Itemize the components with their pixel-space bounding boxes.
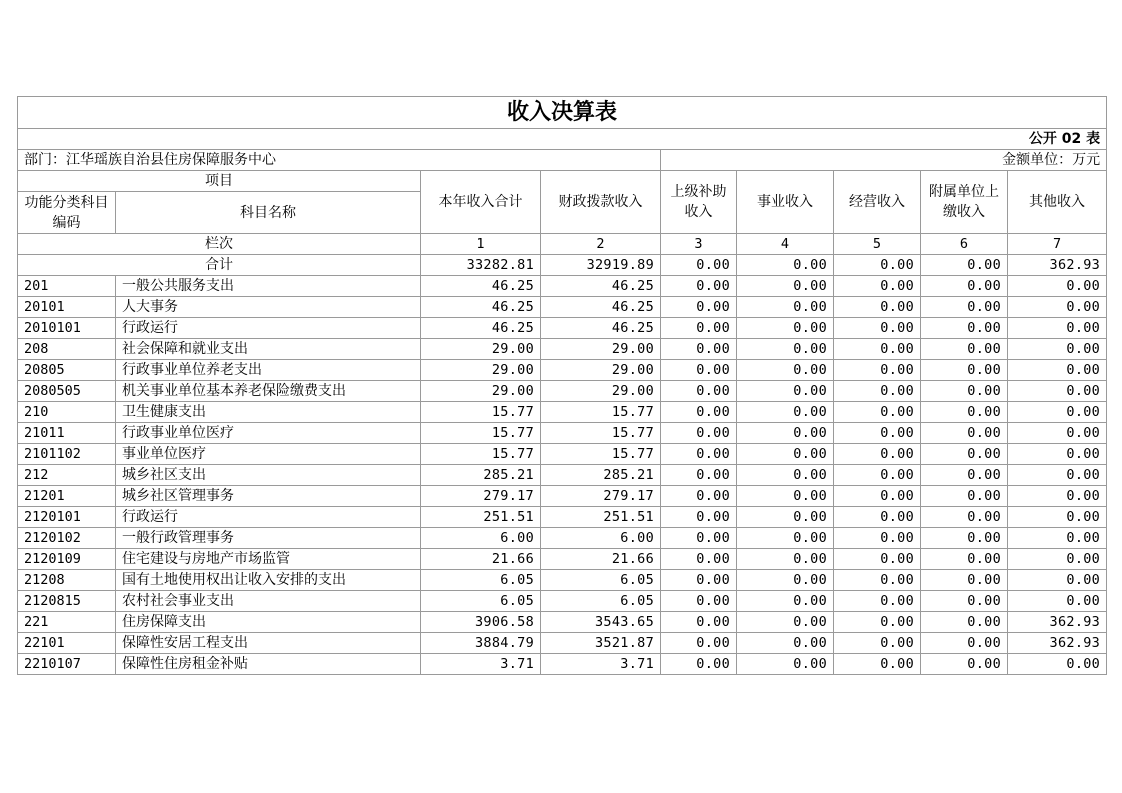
amount-cell: 0.00	[921, 528, 1008, 549]
column-number: 1	[421, 234, 541, 255]
other-income-header: 其他收入	[1008, 171, 1107, 234]
amount-cell: 6.00	[421, 528, 541, 549]
amount-cell: 0.00	[737, 654, 834, 675]
subject-code: 21011	[18, 423, 116, 444]
amount-cell: 0.00	[661, 549, 737, 570]
amount-cell: 0.00	[1008, 465, 1107, 486]
amount-cell: 279.17	[541, 486, 661, 507]
item-header: 项目	[18, 171, 421, 192]
amount-cell: 0.00	[921, 444, 1008, 465]
table-row	[18, 633, 1107, 654]
subject-name: 城乡社区管理事务	[116, 486, 421, 507]
amount-cell: 0.00	[661, 318, 737, 339]
subject-code: 2120815	[18, 591, 116, 612]
amount-cell: 46.25	[421, 297, 541, 318]
subject-code: 2120102	[18, 528, 116, 549]
sum-value: 0.00	[921, 255, 1008, 276]
amount-cell: 0.00	[661, 276, 737, 297]
amount-cell: 0.00	[661, 297, 737, 318]
amount-cell: 29.00	[421, 360, 541, 381]
table-row	[18, 465, 1107, 486]
amount-cell: 251.51	[421, 507, 541, 528]
amount-cell: 29.00	[421, 339, 541, 360]
subject-code: 21201	[18, 486, 116, 507]
amount-cell: 0.00	[921, 570, 1008, 591]
table-row	[18, 444, 1107, 465]
sum-value: 362.93	[1008, 255, 1107, 276]
sum-value: 33282.81	[421, 255, 541, 276]
column-number: 7	[1008, 234, 1107, 255]
amount-cell: 3521.87	[541, 633, 661, 654]
sum-value: 0.00	[834, 255, 921, 276]
table-row	[18, 318, 1107, 339]
amount-cell: 0.00	[737, 318, 834, 339]
amount-cell: 0.00	[1008, 339, 1107, 360]
amount-cell: 0.00	[737, 339, 834, 360]
amount-cell: 0.00	[834, 276, 921, 297]
amount-cell: 0.00	[921, 423, 1008, 444]
subject-code: 2210107	[18, 654, 116, 675]
subject-name: 行政运行	[116, 507, 421, 528]
amount-cell: 0.00	[921, 465, 1008, 486]
amount-cell: 46.25	[541, 297, 661, 318]
amount-cell: 3.71	[421, 654, 541, 675]
subject-name: 农村社会事业支出	[116, 591, 421, 612]
subject-name: 行政运行	[116, 318, 421, 339]
amount-cell: 15.77	[421, 402, 541, 423]
amount-cell: 0.00	[921, 654, 1008, 675]
amount-cell: 29.00	[421, 381, 541, 402]
amount-cell: 0.00	[834, 444, 921, 465]
amount-cell: 0.00	[1008, 297, 1107, 318]
amount-cell: 0.00	[834, 507, 921, 528]
amount-cell: 0.00	[661, 528, 737, 549]
subject-code: 21208	[18, 570, 116, 591]
amount-cell: 6.05	[421, 591, 541, 612]
amount-cell: 0.00	[661, 486, 737, 507]
amount-cell: 0.00	[737, 360, 834, 381]
amount-cell: 0.00	[921, 339, 1008, 360]
subject-code: 208	[18, 339, 116, 360]
subject-name: 机关事业单位基本养老保险缴费支出	[116, 381, 421, 402]
amount-cell: 0.00	[661, 654, 737, 675]
amount-cell: 0.00	[834, 633, 921, 654]
amount-cell: 0.00	[661, 381, 737, 402]
form-number: 公开 02 表	[18, 129, 1107, 150]
column-number: 2	[541, 234, 661, 255]
amount-cell: 0.00	[1008, 360, 1107, 381]
amount-cell: 0.00	[661, 465, 737, 486]
sum-value: 0.00	[661, 255, 737, 276]
subject-code: 201	[18, 276, 116, 297]
column-number: 3	[661, 234, 737, 255]
table-row	[18, 612, 1107, 633]
table-row	[18, 654, 1107, 675]
amount-cell: 15.77	[541, 423, 661, 444]
amount-cell: 0.00	[834, 381, 921, 402]
subject-name: 国有土地使用权出让收入安排的支出	[116, 570, 421, 591]
amount-cell: 46.25	[421, 276, 541, 297]
subject-name: 保障性住房租金补贴	[116, 654, 421, 675]
subject-code: 22101	[18, 633, 116, 654]
amount-cell: 0.00	[921, 633, 1008, 654]
amount-cell: 0.00	[1008, 507, 1107, 528]
subject-name: 一般行政管理事务	[116, 528, 421, 549]
amount-cell: 0.00	[737, 570, 834, 591]
amount-cell: 0.00	[1008, 276, 1107, 297]
column-number: 5	[834, 234, 921, 255]
amount-cell: 0.00	[661, 339, 737, 360]
subject-name: 行政事业单位医疗	[116, 423, 421, 444]
amount-cell: 0.00	[1008, 423, 1107, 444]
amount-cell: 3884.79	[421, 633, 541, 654]
amount-cell: 0.00	[1008, 654, 1107, 675]
amount-cell: 0.00	[661, 444, 737, 465]
amount-cell: 15.77	[541, 402, 661, 423]
subject-name: 行政事业单位养老支出	[116, 360, 421, 381]
amount-cell: 285.21	[421, 465, 541, 486]
amount-cell: 15.77	[541, 444, 661, 465]
subject-code: 20101	[18, 297, 116, 318]
subject-code: 2080505	[18, 381, 116, 402]
amount-cell: 21.66	[541, 549, 661, 570]
amount-cell: 0.00	[921, 276, 1008, 297]
amount-cell: 0.00	[834, 297, 921, 318]
column-number: 6	[921, 234, 1008, 255]
department-label: 部门：江华瑶族自治县住房保障服务中心	[18, 150, 661, 171]
amount-cell: 0.00	[737, 423, 834, 444]
table-row	[18, 276, 1107, 297]
column-number: 4	[737, 234, 834, 255]
amount-cell: 279.17	[421, 486, 541, 507]
amount-cell: 0.00	[834, 654, 921, 675]
affiliated-income-header: 附属单位上缴收入	[921, 171, 1008, 234]
amount-cell: 0.00	[921, 381, 1008, 402]
subject-name: 保障性安居工程支出	[116, 633, 421, 654]
subject-code: 20805	[18, 360, 116, 381]
amount-cell: 0.00	[834, 549, 921, 570]
amount-cell: 21.66	[421, 549, 541, 570]
amount-cell: 0.00	[661, 423, 737, 444]
amount-cell: 0.00	[737, 402, 834, 423]
amount-cell: 0.00	[834, 486, 921, 507]
amount-cell: 46.25	[541, 276, 661, 297]
business-income-header: 事业收入	[737, 171, 834, 234]
amount-cell: 0.00	[1008, 486, 1107, 507]
amount-cell: 0.00	[1008, 402, 1107, 423]
table-row	[18, 549, 1107, 570]
amount-cell: 362.93	[1008, 633, 1107, 654]
report-sheet	[17, 96, 1106, 675]
amount-cell: 0.00	[661, 402, 737, 423]
subject-name: 人大事务	[116, 297, 421, 318]
page-title: 收入决算表	[18, 97, 1107, 129]
amount-cell: 0.00	[737, 507, 834, 528]
table-row	[18, 528, 1107, 549]
amount-cell: 15.77	[421, 444, 541, 465]
amount-cell: 0.00	[737, 276, 834, 297]
subject-name: 住房保障支出	[116, 612, 421, 633]
amount-cell: 0.00	[1008, 549, 1107, 570]
amount-cell: 3543.65	[541, 612, 661, 633]
amount-cell: 0.00	[921, 507, 1008, 528]
subject-code: 221	[18, 612, 116, 633]
name-header: 科目名称	[116, 192, 421, 234]
amount-cell: 0.00	[661, 507, 737, 528]
amount-cell: 3906.58	[421, 612, 541, 633]
table-row	[18, 507, 1107, 528]
subject-code: 2010101	[18, 318, 116, 339]
subject-name: 事业单位医疗	[116, 444, 421, 465]
amount-cell: 0.00	[921, 402, 1008, 423]
subject-code: 2120101	[18, 507, 116, 528]
amount-cell: 0.00	[834, 591, 921, 612]
amount-cell: 0.00	[834, 318, 921, 339]
amount-cell: 0.00	[737, 465, 834, 486]
amount-cell: 0.00	[834, 360, 921, 381]
amount-cell: 0.00	[737, 633, 834, 654]
amount-cell: 6.05	[421, 570, 541, 591]
sum-value: 32919.89	[541, 255, 661, 276]
amount-cell: 0.00	[834, 528, 921, 549]
subject-code: 2120109	[18, 549, 116, 570]
table-row	[18, 423, 1107, 444]
amount-cell: 46.25	[421, 318, 541, 339]
amount-cell: 0.00	[921, 591, 1008, 612]
amount-cell: 0.00	[834, 339, 921, 360]
amount-cell: 251.51	[541, 507, 661, 528]
table-row	[18, 591, 1107, 612]
amount-cell: 0.00	[737, 528, 834, 549]
amount-cell: 0.00	[661, 570, 737, 591]
operating-income-header: 经营收入	[834, 171, 921, 234]
column-number-label: 栏次	[18, 234, 421, 255]
amount-cell: 46.25	[541, 318, 661, 339]
table-row	[18, 360, 1107, 381]
amount-cell: 0.00	[737, 444, 834, 465]
amount-cell: 0.00	[661, 633, 737, 654]
amount-cell: 6.05	[541, 570, 661, 591]
income-table	[17, 96, 1107, 675]
subject-name: 卫生健康支出	[116, 402, 421, 423]
subject-code: 2101102	[18, 444, 116, 465]
subject-code: 212	[18, 465, 116, 486]
amount-cell: 0.00	[834, 570, 921, 591]
amount-cell: 0.00	[921, 486, 1008, 507]
amount-cell: 29.00	[541, 339, 661, 360]
subject-name: 住宅建设与房地产市场监管	[116, 549, 421, 570]
code-header: 功能分类科目编码	[18, 192, 116, 234]
sum-label: 合计	[18, 255, 421, 276]
amount-cell: 0.00	[921, 318, 1008, 339]
unit-label: 金额单位：万元	[661, 150, 1107, 171]
amount-cell: 29.00	[541, 381, 661, 402]
subject-name: 一般公共服务支出	[116, 276, 421, 297]
amount-cell: 3.71	[541, 654, 661, 675]
amount-cell: 0.00	[1008, 381, 1107, 402]
amount-cell: 0.00	[661, 612, 737, 633]
amount-cell: 0.00	[737, 486, 834, 507]
table-row	[18, 339, 1107, 360]
amount-cell: 0.00	[1008, 318, 1107, 339]
amount-cell: 0.00	[921, 612, 1008, 633]
amount-cell: 0.00	[737, 591, 834, 612]
amount-cell: 0.00	[737, 612, 834, 633]
amount-cell: 0.00	[1008, 591, 1107, 612]
table-row	[18, 297, 1107, 318]
amount-cell: 0.00	[834, 612, 921, 633]
amount-cell: 0.00	[737, 549, 834, 570]
amount-cell: 15.77	[421, 423, 541, 444]
amount-cell: 0.00	[921, 360, 1008, 381]
amount-cell: 6.00	[541, 528, 661, 549]
amount-cell: 0.00	[834, 465, 921, 486]
table-row	[18, 570, 1107, 591]
table-row	[18, 486, 1107, 507]
amount-cell: 6.05	[541, 591, 661, 612]
amount-cell: 362.93	[1008, 612, 1107, 633]
amount-cell: 285.21	[541, 465, 661, 486]
amount-cell: 0.00	[834, 423, 921, 444]
subject-name: 社会保障和就业支出	[116, 339, 421, 360]
superior-subsidy-header: 上级补助收入	[661, 171, 737, 234]
amount-cell: 0.00	[737, 297, 834, 318]
amount-cell: 0.00	[921, 549, 1008, 570]
amount-cell: 0.00	[661, 591, 737, 612]
amount-cell: 0.00	[921, 297, 1008, 318]
amount-cell: 0.00	[661, 360, 737, 381]
sum-value: 0.00	[737, 255, 834, 276]
fiscal-income-header: 财政拨款收入	[541, 171, 661, 234]
total-income-header: 本年收入合计	[421, 171, 541, 234]
amount-cell: 0.00	[1008, 444, 1107, 465]
amount-cell: 0.00	[737, 381, 834, 402]
amount-cell: 0.00	[834, 402, 921, 423]
table-row	[18, 381, 1107, 402]
amount-cell: 0.00	[1008, 528, 1107, 549]
subject-code: 210	[18, 402, 116, 423]
table-row	[18, 402, 1107, 423]
amount-cell: 29.00	[541, 360, 661, 381]
subject-name: 城乡社区支出	[116, 465, 421, 486]
amount-cell: 0.00	[1008, 570, 1107, 591]
